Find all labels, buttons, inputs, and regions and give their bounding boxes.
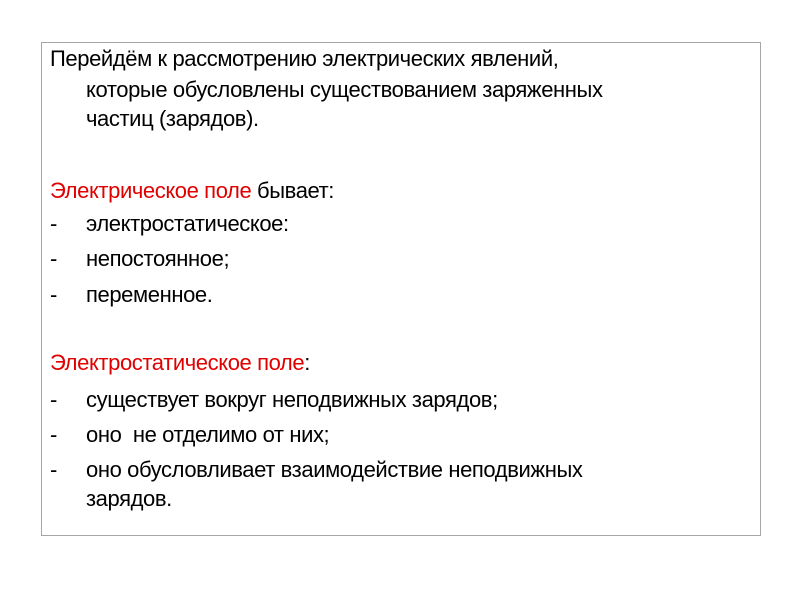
bullet-dash: - — [50, 282, 57, 307]
intro-line-2: которые обусловлены существованием заряженных — [86, 77, 603, 102]
electric-field-term: Электрическое поле — [50, 178, 252, 203]
bullet-dash: - — [50, 457, 57, 482]
intro-line-3: частиц (зарядов). — [86, 106, 259, 131]
electric-field-heading — [50, 177, 334, 205]
bullet-dash: - — [50, 246, 57, 271]
list-item-text: существует вокруг неподвижных зарядов; — [86, 387, 498, 412]
list-item-text: переменное. — [86, 282, 213, 307]
bullet-dash: - — [50, 422, 57, 447]
list-item-text: непостоянное; — [86, 246, 230, 271]
electrostatic-field-term: Электростатическое поле — [50, 350, 305, 375]
list-item-text: оно обусловливает взаимодействие неподвижных — [86, 457, 583, 482]
bullet-dash: - — [50, 387, 57, 412]
electrostatic-field-heading — [50, 349, 310, 377]
intro-line-1: Перейдём к рассмотрению электрических явлений, — [50, 46, 559, 71]
electric-field-rest: бывает: — [251, 178, 335, 203]
bullet-dash: - — [50, 211, 57, 236]
list-item-continuation: зарядов. — [86, 486, 172, 511]
electrostatic-field-rest: : — [304, 350, 310, 375]
list-item-text: электростатическое: — [86, 211, 289, 236]
list-item-text: оно не отделимо от них; — [86, 422, 330, 447]
slide-frame — [41, 42, 761, 536]
